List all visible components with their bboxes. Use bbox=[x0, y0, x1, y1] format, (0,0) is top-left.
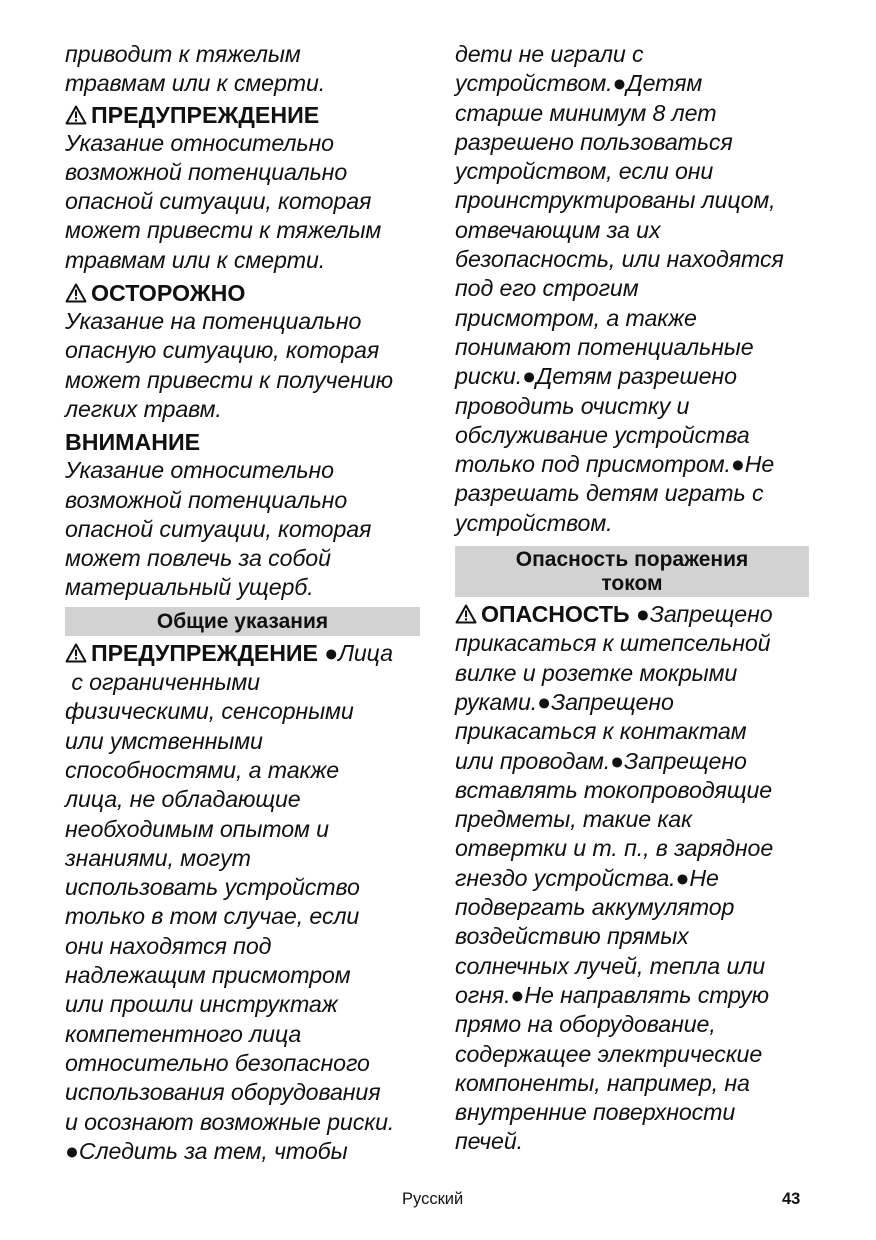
danger-text-line: солнечных лучей, тепла или bbox=[455, 952, 766, 979]
continuation-line: разрешено пользоваться bbox=[455, 128, 733, 155]
notice-text-line: возможной потенциально bbox=[65, 486, 348, 513]
notice-text-line: опасной ситуации, которая bbox=[65, 515, 372, 542]
danger-text-line: вставлять токопроводящие bbox=[455, 776, 773, 803]
notice-text-line: материальный ущерб. bbox=[65, 574, 314, 601]
caution-text-line: Указание на потенциально bbox=[65, 308, 362, 335]
danger-text-line: прямо на оборудование, bbox=[455, 1011, 716, 1038]
warning-triangle-icon bbox=[65, 643, 87, 663]
danger-text-line: содержащее электрические bbox=[455, 1040, 763, 1067]
continuation-line: безопасность, или находятся bbox=[455, 246, 784, 273]
continuation-line: обслуживание устройства bbox=[455, 421, 750, 448]
general-text-line: способностями, а также bbox=[65, 756, 340, 783]
notice-heading: ВНИМАНИЕ bbox=[65, 429, 201, 456]
warning-triangle-icon bbox=[455, 604, 477, 624]
continuation-line: разрешать детям играть с bbox=[455, 480, 764, 507]
general-text-line: и осознают возможные риски. bbox=[65, 1108, 395, 1135]
danger-text-line: подвергать аккумулятор bbox=[455, 894, 735, 921]
notice-text-line: Указание относительно bbox=[65, 457, 334, 484]
danger-text-line: руками.●Запрещено bbox=[455, 688, 674, 715]
danger-text-line: предметы, такие как bbox=[455, 806, 692, 833]
continuation-line: понимают потенциальные bbox=[455, 333, 754, 360]
continuation-line: присмотром, а также bbox=[455, 304, 697, 331]
danger-text-line: прикасаться к контактам bbox=[455, 718, 747, 745]
general-text-line: использовать устройство bbox=[65, 874, 360, 901]
continuation-line: проводить очистку и bbox=[455, 392, 690, 419]
intro-line: травмам или к смерти. bbox=[65, 70, 326, 97]
continuation-line: старше минимум 8 лет bbox=[455, 99, 717, 126]
danger-text-line: компоненты, например, на bbox=[455, 1069, 750, 1096]
danger-text-line: огня.●Не направлять струю bbox=[455, 981, 770, 1008]
danger-text-line: отвертки и т. п., в зарядное bbox=[455, 835, 774, 862]
general-text-line: надлежащим присмотром bbox=[65, 962, 351, 989]
left-column bbox=[65, 40, 420, 1166]
general-text-line: лица, не обладающие bbox=[65, 786, 301, 813]
general-text-line: знаниями, могут bbox=[65, 844, 251, 871]
continuation-line: устройством.●Детям bbox=[455, 70, 703, 97]
danger-title: ОПАСНОСТЬ bbox=[481, 601, 630, 628]
danger-lead: ●Запрещено bbox=[635, 601, 773, 628]
caution-title: ОСТОРОЖНО bbox=[91, 280, 246, 307]
warning-text-line: может привести к тяжелым bbox=[65, 217, 382, 244]
danger-text-line: вилке и розетке мокрыми bbox=[455, 659, 738, 686]
warning-triangle-icon bbox=[65, 105, 87, 125]
general-text-line: они находятся под bbox=[65, 932, 272, 959]
caution-text-line: может привести к получению bbox=[65, 366, 393, 393]
danger-text-line: или проводам.●Запрещено bbox=[455, 747, 747, 774]
general-section-title: Общие указания bbox=[65, 607, 420, 636]
warning-text-line: опасной ситуации, которая bbox=[65, 188, 372, 215]
general-text-line: ●Следить за тем, чтобы bbox=[65, 1137, 348, 1164]
electric-section-title-line: током bbox=[601, 572, 663, 596]
electric-section-title bbox=[455, 546, 809, 597]
warning-title: ПРЕДУПРЕЖДЕНИЕ bbox=[91, 101, 320, 128]
general-text-line: физическими, сенсорными bbox=[65, 698, 354, 725]
continuation-line: проинструктированы лицом, bbox=[455, 187, 776, 214]
notice-text-line: может повлечь за собой bbox=[65, 545, 331, 572]
warning-text-line: травмам или к смерти. bbox=[65, 246, 326, 273]
page-number: 43 bbox=[782, 1190, 801, 1208]
danger-text-line: печей. bbox=[455, 1128, 523, 1155]
general-text-line: или прошли инструктаж bbox=[65, 991, 338, 1018]
electric-section-title-line: Опасность поражения bbox=[515, 548, 749, 572]
caution-text-line: легких травм. bbox=[65, 395, 222, 422]
right-column bbox=[455, 40, 809, 1157]
continuation-line: только под присмотром.●Не bbox=[455, 451, 775, 478]
general-warning-first-line bbox=[65, 639, 420, 668]
warning-triangle-icon bbox=[65, 283, 87, 303]
continuation-line: риски.●Детям разрешено bbox=[455, 363, 737, 390]
general-text-line: относительно безопасного bbox=[65, 1049, 370, 1076]
danger-text-line: гнездо устройства.●Не bbox=[455, 864, 719, 891]
general-text-line: только в том случае, если bbox=[65, 903, 360, 930]
general-text-line: использования оборудования bbox=[65, 1079, 381, 1106]
continuation-line: устройством, если они bbox=[455, 158, 714, 185]
warning-text-line: возможной потенциально bbox=[65, 158, 348, 185]
general-text-line: или умственными bbox=[65, 727, 263, 754]
general-text-line: необходимым опытом и bbox=[65, 815, 329, 842]
danger-text-line: внутренние поверхности bbox=[455, 1099, 736, 1126]
general-warning-lead: ●Лица bbox=[324, 639, 393, 666]
warning-text-line: Указание относительно bbox=[65, 129, 334, 156]
continuation-line: отвечающим за их bbox=[455, 216, 661, 243]
caution-text-line: опасную ситуацию, которая bbox=[65, 337, 380, 364]
continuation-line: под его строгим bbox=[455, 275, 639, 302]
general-text-line: с ограниченными bbox=[65, 669, 260, 696]
footer-language: Русский bbox=[402, 1190, 464, 1208]
general-warning-title: ПРЕДУПРЕЖДЕНИЕ bbox=[91, 639, 318, 666]
danger-text-line: прикасаться к штепсельной bbox=[455, 630, 771, 657]
general-text-line: компетентного лица bbox=[65, 1020, 302, 1047]
danger-first-line bbox=[455, 600, 809, 629]
caution-heading bbox=[65, 279, 420, 307]
intro-line: приводит к тяжелым bbox=[65, 41, 301, 67]
danger-text-line: воздействию прямых bbox=[455, 923, 689, 950]
warning-heading bbox=[65, 101, 420, 129]
continuation-line: дети не играли с bbox=[455, 41, 644, 67]
continuation-line: устройством. bbox=[455, 509, 613, 536]
